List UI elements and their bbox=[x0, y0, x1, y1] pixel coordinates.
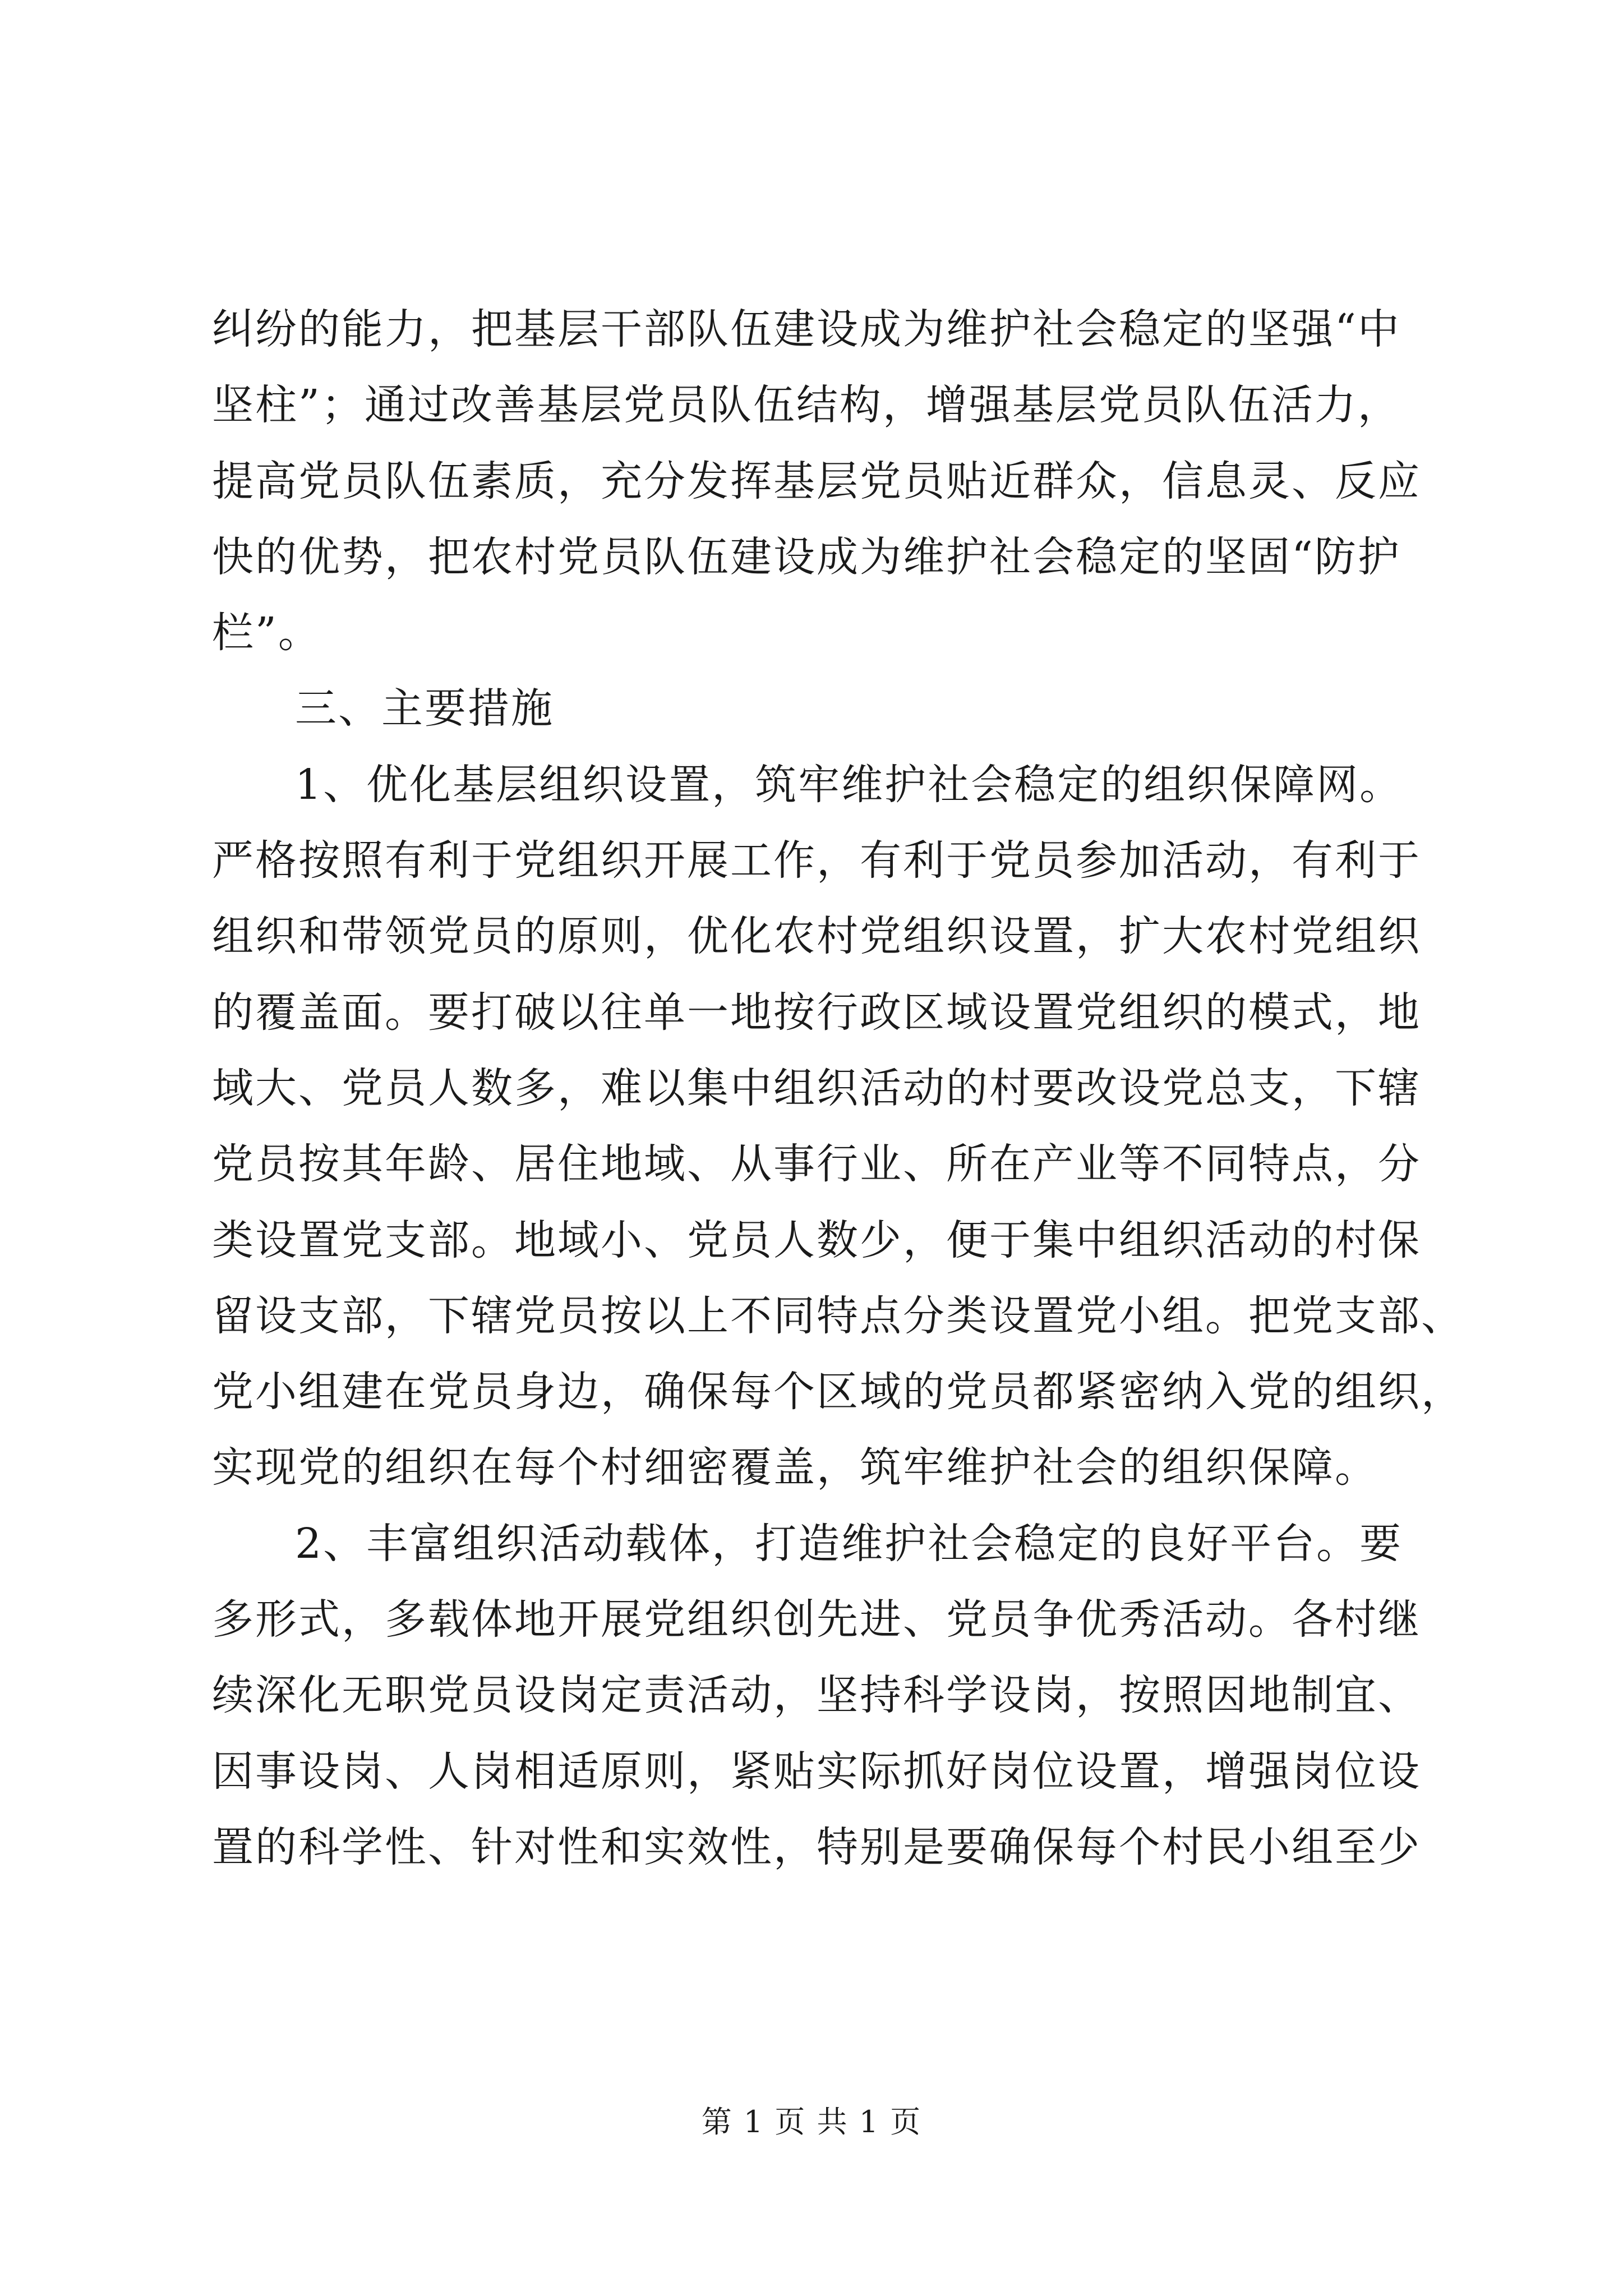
body-line: 因事设岗、人岗相适原则，紧贴实际抓好岗位设置，增强岗位设 bbox=[212, 1747, 1421, 1796]
body-line: 党小组建在党员身边，确保每个区域的党员都紧密纳入党的组织， bbox=[212, 1368, 1464, 1416]
body-line: 严格按照有利于党组织开展工作，有利于党员参加活动，有利于 bbox=[212, 836, 1421, 885]
body-line: 的覆盖面。要打破以往单一地按行政区域设置党组织的模式，地 bbox=[212, 988, 1421, 1037]
page-footer: 第 1 页 共 1 页 bbox=[701, 2104, 922, 2139]
section-heading: 三、主要措施 bbox=[295, 684, 554, 733]
body-line: 置的科学性、针对性和实效性，特别是要确保每个村民小组至少 bbox=[212, 1823, 1421, 1871]
body-line: 坚柱”；通过改善基层党员队伍结构，增强基层党员队伍活力， bbox=[212, 381, 1401, 430]
body-line: 组织和带领党员的原则，优化农村党组织设置，扩大农村党组织 bbox=[212, 912, 1421, 961]
body-line: 党员按其年龄、居住地域、从事行业、所在产业等不同特点，分 bbox=[212, 1140, 1421, 1189]
body-line: 留设支部，下辖党员按以上不同特点分类设置党小组。把党支部、 bbox=[212, 1291, 1464, 1340]
body-line: 多形式，多载体地开展党组织创先进、党员争优秀活动。各村继 bbox=[212, 1595, 1421, 1644]
body-line: 提高党员队伍素质，充分发挥基层党员贴近群众，信息灵、反应 bbox=[212, 457, 1421, 505]
measure-heading: 1、优化基层组织设置，筑牢维护社会稳定的组织保障网。 bbox=[295, 760, 1403, 809]
body-line: 类设置党支部。地域小、党员人数少，便于集中组织活动的村保 bbox=[212, 1216, 1421, 1264]
measure-heading: 2、丰富组织活动载体，打造维护社会稳定的良好平台。要 bbox=[295, 1519, 1403, 1568]
body-line: 栏”。 bbox=[212, 609, 321, 657]
body-line: 域大、党员人数多，难以集中组织活动的村要改设党总支，下辖 bbox=[212, 1064, 1421, 1112]
body-line: 纠纷的能力，把基层干部队伍建设成为维护社会稳定的坚强“中 bbox=[212, 305, 1401, 353]
body-line: 实现党的组织在每个村细密覆盖，筑牢维护社会的组织保障。 bbox=[212, 1443, 1378, 1492]
body-line: 续深化无职党员设岗定责活动，坚持科学设岗，按照因地制宜、 bbox=[212, 1671, 1421, 1720]
document-body bbox=[212, 292, 1464, 1885]
body-line: 快的优势，把农村党员队伍建设成为维护社会稳定的坚固“防护 bbox=[212, 532, 1401, 581]
